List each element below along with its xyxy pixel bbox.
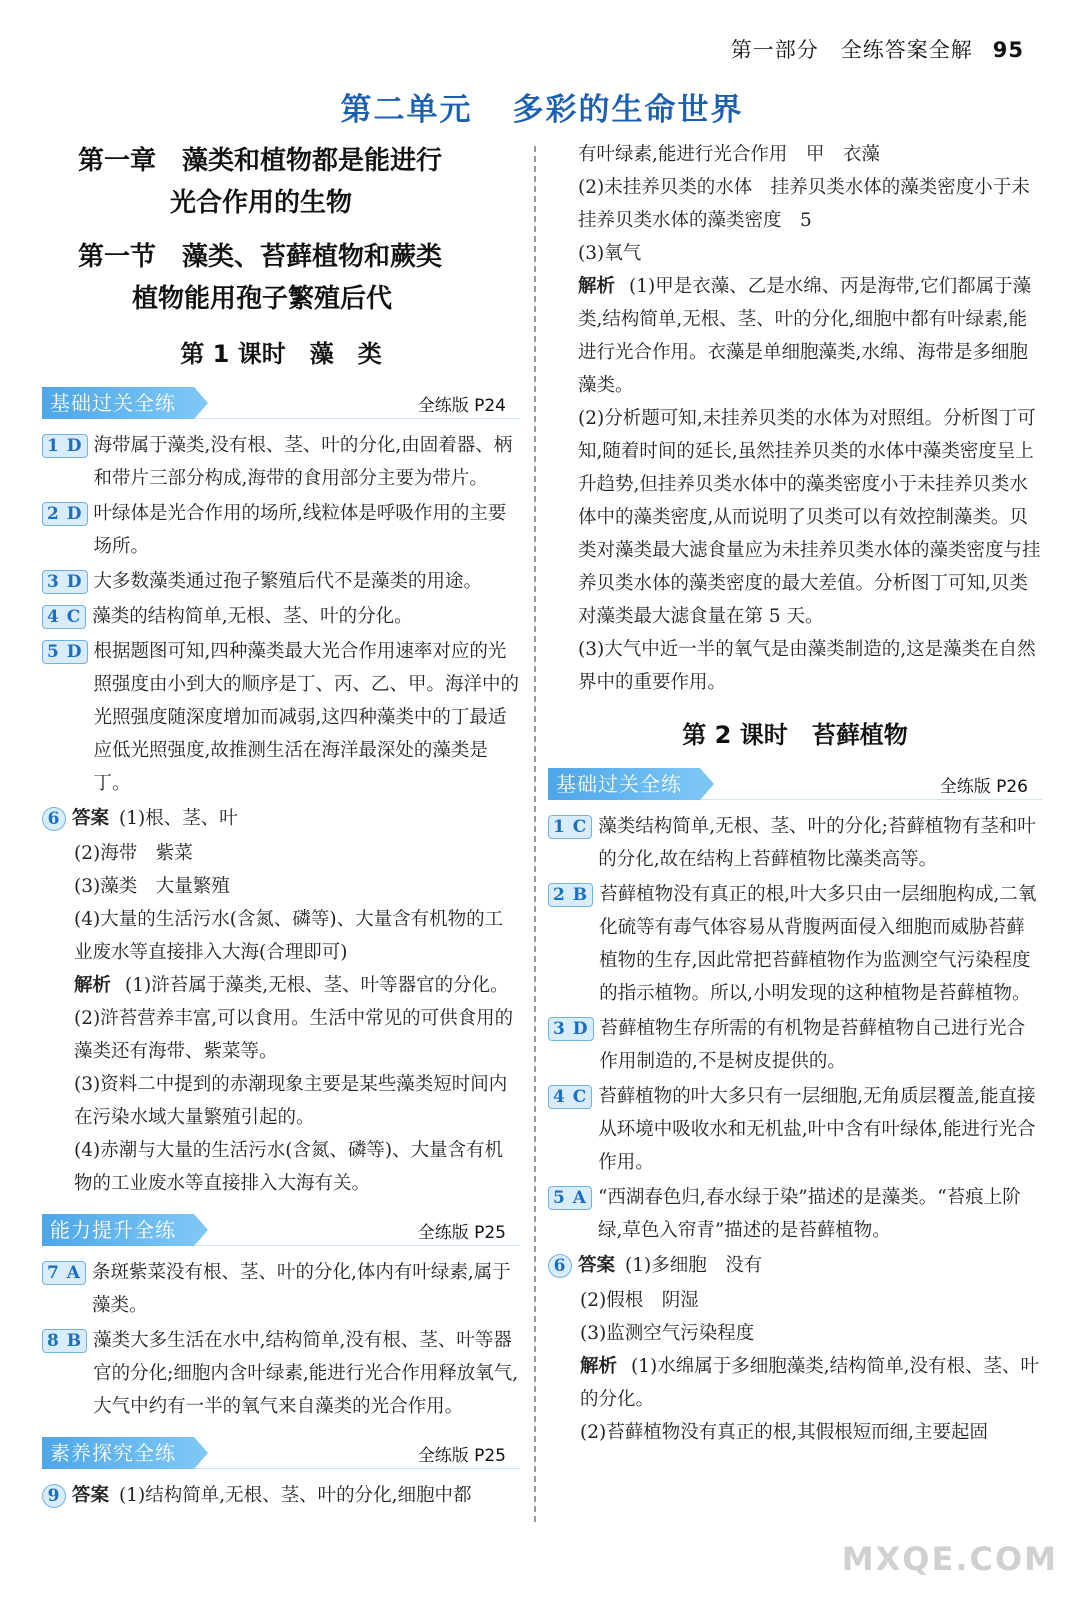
question-6-moss [548, 1249, 1042, 1449]
left-column [42, 140, 520, 1514]
analysis-text: (1)甲是衣藻、乙是水绵、丙是海带,它们都属于藻类,结构简单,无根、茎、叶的分化,细胞中都有叶绿素,能进行光合作用。衣藻是单细胞藻类,水绵、海带是多细胞藻类。 [578, 276, 1032, 396]
section-bar-ref: 全练版 P26 [939, 777, 1028, 797]
question-badge: 5 D [42, 640, 88, 664]
question-badge: 8 B [42, 1329, 87, 1353]
analysis-label: 解析 [74, 975, 112, 996]
right-column [548, 138, 1042, 1449]
answer-line: (2)假根 阴湿 [580, 1290, 699, 1311]
question-badge: 1 D [42, 434, 88, 458]
answer-item [42, 1256, 520, 1322]
section-heading-line2: 植物能用孢子繁殖后代 [132, 284, 393, 314]
section-bar-label: 能力提升全练 [42, 1214, 194, 1246]
answer-text: 大多数藻类通过孢子繁殖后代不是藻类的用途。 [93, 571, 483, 592]
section-bar-basic [42, 387, 520, 419]
section-bar-ability [42, 1214, 520, 1246]
lesson-heading-2: 第 2 课时 苔藓植物 [682, 721, 908, 749]
question-badge: 5 A [548, 1186, 592, 1210]
answer-item [42, 565, 520, 598]
answer-item [548, 1181, 1042, 1247]
chapter-heading-line2: 光合作用的生物 [170, 188, 353, 218]
analysis-line: (4)赤潮与大量的生活污水(含氮、磷等)、大量含有机物的工业废水等直接排入大海有关。 [74, 1140, 504, 1194]
analysis-line: (2)苔藓植物没有真正的根,其假根短而细,主要起固 [580, 1422, 988, 1443]
answer-item [548, 1012, 1042, 1078]
analysis-text: (1)浒苔属于藻类,无根、茎、叶等器官的分化。 [125, 975, 509, 996]
question-9 [42, 1479, 520, 1512]
question-badge: 4 C [42, 605, 86, 629]
question-badge: 7 A [42, 1261, 86, 1285]
answer-line: (2)海带 紫菜 [74, 843, 193, 864]
answer-line: (3)监测空气污染程度 [580, 1323, 755, 1344]
answer-text: 根据题图可知,四种藻类最大光合作用速率对应的光照强度由小到大的顺序是丁、丙、乙、甲。海洋中的光照强度随深度增加而减弱,这四种藻类中的丁最适应低光照强度,故推测生活在海洋最深处的藻类是丁。 [93, 641, 520, 794]
question-badge: 6 [42, 807, 66, 831]
question-badge: 2 B [548, 883, 593, 907]
answer-item [42, 635, 520, 800]
answer-item [42, 497, 520, 563]
question-badge: 3 D [42, 570, 88, 594]
column-divider [534, 146, 536, 1522]
section-heading-line1: 第一节 藻类、苔藓植物和蕨类 [78, 242, 443, 272]
answer-text: 苔藓植物生存所需的有机物是苔藓植物自己进行光合作用制造的,不是树皮提供的。 [599, 1018, 1026, 1072]
section-bar-basic-2 [548, 768, 1042, 800]
question-badge: 4 C [548, 1085, 592, 1109]
page-number: 95 [992, 38, 1024, 62]
unit-title-part2: 多彩的生命世界 [512, 92, 744, 128]
question-badge: 6 [548, 1254, 572, 1278]
analysis-text: (1)水绵属于多细胞藻类,结构简单,没有根、茎、叶的分化。 [580, 1356, 1039, 1410]
answer-text: 叶绿体是光合作用的场所,线粒体是呼吸作用的主要场所。 [93, 503, 507, 557]
answer-item [548, 810, 1042, 876]
answer-text: (1)结构简单,无根、茎、叶的分化,细胞中都 [119, 1485, 472, 1506]
analysis-line: (2)分析题可知,未挂养贝类的水体为对照组。分析图丁可知,随着时间的延长,虽然挂养贝类的水体中藻类密度呈上升趋势,但挂养贝类水体中的藻类密度小于未挂养贝类水体中的藻类密度,从而说明了贝类可以有效控制藻类。贝类对藻类最大滤食量应为未挂养贝类水体的藻类密度与挂养贝类水体的藻类密度的最大差值。分析图丁可知,贝类对藻类最大滤食量在第 5 天。 [578, 408, 1041, 627]
analysis-line: (3)大气中近一半的氧气是由藻类制造的,这是藻类在自然界中的重要作用。 [578, 639, 1036, 693]
watermark-logo: MXQE.COM [841, 1540, 1058, 1578]
lesson-heading: 第 1 课时 藻 类 [180, 340, 382, 368]
answer-text: 海带属于藻类,没有根、茎、叶的分化,由固着器、柄和带片三部分构成,海带的食用部分主要为带片。 [93, 435, 513, 489]
answer-line: 有叶绿素,能进行光合作用 甲 衣藻 [578, 144, 880, 165]
unit-title [0, 84, 1084, 129]
question-6 [42, 802, 520, 1200]
answer-item [42, 600, 520, 633]
answer-item [548, 1080, 1042, 1179]
section-bar-ref: 全练版 P25 [417, 1223, 506, 1243]
chapter-heading [42, 140, 520, 224]
answer-item [42, 1324, 520, 1423]
chapter-heading-line1: 第一章 藻类和植物都是能进行 [78, 146, 443, 176]
answer-text: 藻类大多生活在水中,结构简单,没有根、茎、叶等器官的分化;细胞内含叶绿素,能进行光合作用释放氧气,大气中约有一半的氧气来自藻类的光合作用。 [93, 1330, 519, 1417]
question-badge: 3 D [548, 1017, 594, 1041]
answer-item [548, 878, 1042, 1010]
unit-title-part1: 第二单元 [340, 92, 473, 128]
answer-line: (3)氧气 [578, 243, 642, 264]
answer-line: (4)大量的生活污水(含氮、磷等)、大量含有机物的工业废水等直接排入大海(合理即可) [74, 909, 504, 963]
question-badge: 1 C [548, 815, 592, 839]
answer-text: 苔藓植物没有真正的根,叶大多只由一层细胞构成,二氧化硫等有毒气体容易从背腹两面侵入细胞而威胁苔藓植物的生存,因此常把苔藓植物作为监测空气污染程度的指示植物。所以,小明发现的这种植物是苔藓植物。 [599, 884, 1037, 1004]
answer-label: 答案 [578, 1255, 616, 1276]
section-bar-inquiry [42, 1437, 520, 1469]
question-badge: 2 D [42, 502, 88, 526]
page-header [731, 34, 1024, 64]
answer-text: (1)根、茎、叶 [119, 808, 238, 829]
analysis-label: 解析 [578, 276, 616, 297]
answer-text: 条斑紫菜没有根、茎、叶的分化,体内有叶绿素,属于藻类。 [91, 1262, 511, 1316]
answer-line: (2)未挂养贝类的水体 挂养贝类水体的藻类密度小于未挂养贝类水体的藻类密度 5 [578, 177, 1030, 231]
section-bar-label: 基础过关全练 [42, 387, 194, 419]
header-section: 第一部分 全练答案全解 [730, 38, 973, 62]
analysis-label: 解析 [580, 1356, 618, 1377]
section-heading [42, 236, 520, 320]
answer-text: “西湖春色归,春水绿于染”描述的是藻类。“苔痕上阶绿,草色入帘青”描述的是苔藓植物。 [597, 1187, 1021, 1241]
question-badge: 9 [42, 1484, 66, 1508]
section-bar-label: 基础过关全练 [548, 768, 700, 800]
section-bar-ref: 全练版 P25 [417, 1446, 506, 1466]
answer-text: 藻类的结构简单,无根、茎、叶的分化。 [92, 606, 413, 627]
answer-text: (1)多细胞 没有 [625, 1255, 763, 1276]
analysis-line: (2)浒苔营养丰富,可以食用。生活中常见的可供食用的藻类还有海带、紫菜等。 [74, 1008, 514, 1062]
answer-label: 答案 [72, 1485, 110, 1506]
analysis-line: (3)资料二中提到的赤潮现象主要是某些藻类短时间内在污染水域大量繁殖引起的。 [74, 1074, 508, 1128]
answer-text: 苔藓植物的叶大多只有一层细胞,无角质层覆盖,能直接从环境中吸收水和无机盐,叶中含有叶绿体,能进行光合作用。 [598, 1086, 1036, 1173]
answer-item [42, 429, 520, 495]
answer-line: (3)藻类 大量繁殖 [74, 876, 230, 897]
answer-text: 藻类结构简单,无根、茎、叶的分化;苔藓植物有茎和叶的分化,故在结构上苔藓植物比藻类高等。 [598, 816, 1036, 870]
answer-label: 答案 [72, 808, 110, 829]
section-bar-label: 素养探究全练 [42, 1437, 194, 1469]
section-bar-ref: 全练版 P24 [417, 396, 506, 416]
